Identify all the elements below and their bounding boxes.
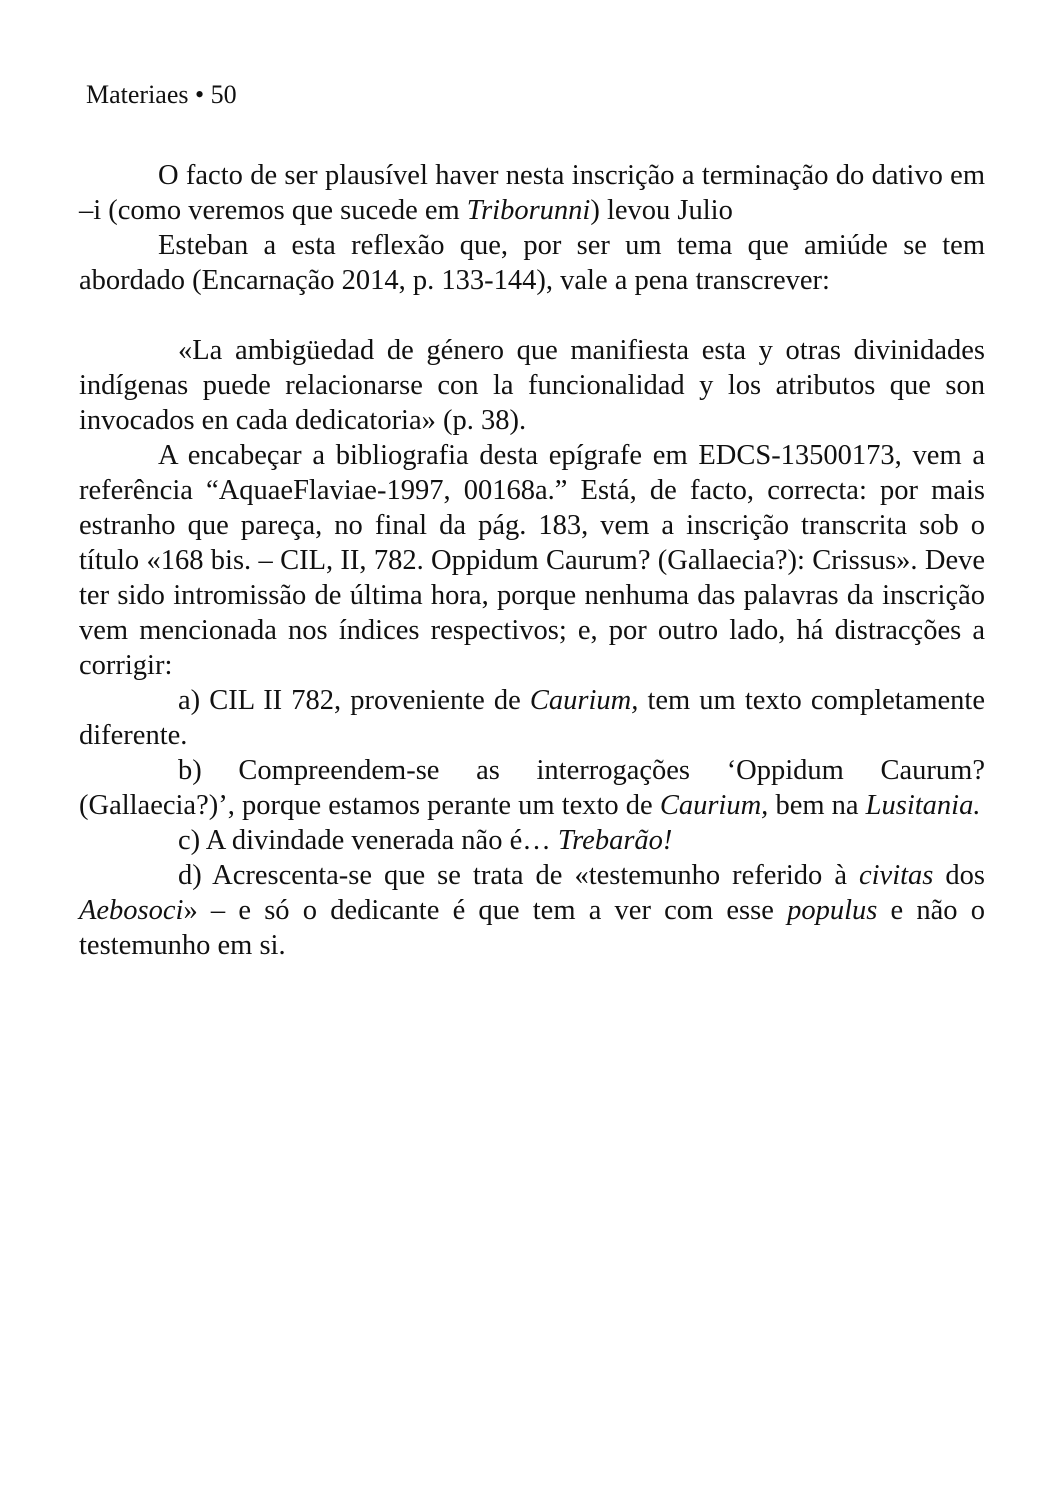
list-item-d-text-g: e não o testemunho em si. bbox=[79, 895, 985, 961]
list-item-b-text-a: b) Compreendem-se as interrogações ‘Oppidum Caurum? (Gallaecia?)’, porque estamos perante um texto de bbox=[79, 755, 985, 821]
running-head: Materiaes • 50 bbox=[86, 80, 237, 109]
paragraph-1-text-a: O facto de ser plausível haver nesta inscrição a terminação do dativo em –i (como veremos que sucede em bbox=[79, 160, 985, 226]
list-item-d-italic-aebosoci: Aebosoci bbox=[79, 895, 184, 926]
list-item-b-italic-lusitania: Lusitania. bbox=[865, 790, 981, 821]
paragraph-gap bbox=[79, 298, 985, 333]
list-item-a-text-c: tem um texto completamente diferente. bbox=[79, 685, 985, 751]
list-item-a bbox=[79, 683, 985, 753]
list-item-c-text-a: c) A divindade venerada não é… bbox=[178, 825, 558, 856]
list-item-d-text-a: d) Acrescenta-se que se trata de «testemunho referido à bbox=[178, 860, 859, 891]
paragraph-1-italic-triborunni: Triborunni bbox=[466, 195, 591, 226]
list-item-a-italic-caurium: Caurium, bbox=[529, 685, 639, 716]
list-item-b-text-c: bem na bbox=[768, 790, 866, 821]
list-item-d-italic-civitas: civitas bbox=[858, 860, 934, 891]
list-item-b bbox=[79, 753, 985, 823]
paragraph-3: A encabeçar a bibliografia desta epígrafe em EDCS-13500173, vem a referência “AquaeFlaviae-1997, 00168a.” Está, de facto, correcta: por mais estranho que pareça, no final da pág. 183, vem a inscrição transcrita sob o título «168 bis. – CIL, II, 782. Oppidum Caurum? (Gallaecia?): Crissus». Deve ter sido intromissão de última hora, porque nenhuma das palavras da inscrição vem mencionada nos índices respectivos; e, por outro lado, há distracções a corrigir: bbox=[79, 440, 985, 681]
body-text bbox=[79, 158, 985, 963]
quotation: «La ambigüedad de género que manifiesta esta y otras divinidades indígenas puede relacionarse con la funcionalidad y los atributos que son invocados en cada dedicatoria» (p. 38). bbox=[79, 335, 985, 436]
list-item-d bbox=[79, 858, 985, 963]
list-item-d-text-c: dos bbox=[933, 860, 985, 891]
paragraph-1-text-c: ) levou Julio bbox=[590, 195, 733, 226]
paragraph-2: Esteban a esta reflexão que, por ser um tema que amiúde se tem abordado (Encarnação 2014, p. 133-144), vale a pena transcrever: bbox=[79, 230, 985, 296]
list-item-c-italic-trebarao: Trebarão! bbox=[557, 825, 673, 856]
list-item-c bbox=[79, 823, 985, 858]
list-item-d-italic-populus: populus bbox=[787, 895, 878, 926]
list-item-d-text-e: » – e só o dedicante é que tem a ver com esse bbox=[183, 895, 788, 926]
paragraph-1 bbox=[79, 158, 985, 228]
list-item-a-text-a: a) CIL II 782, proveniente de bbox=[178, 685, 530, 716]
list-item-b-italic-caurium: Caurium, bbox=[659, 790, 769, 821]
